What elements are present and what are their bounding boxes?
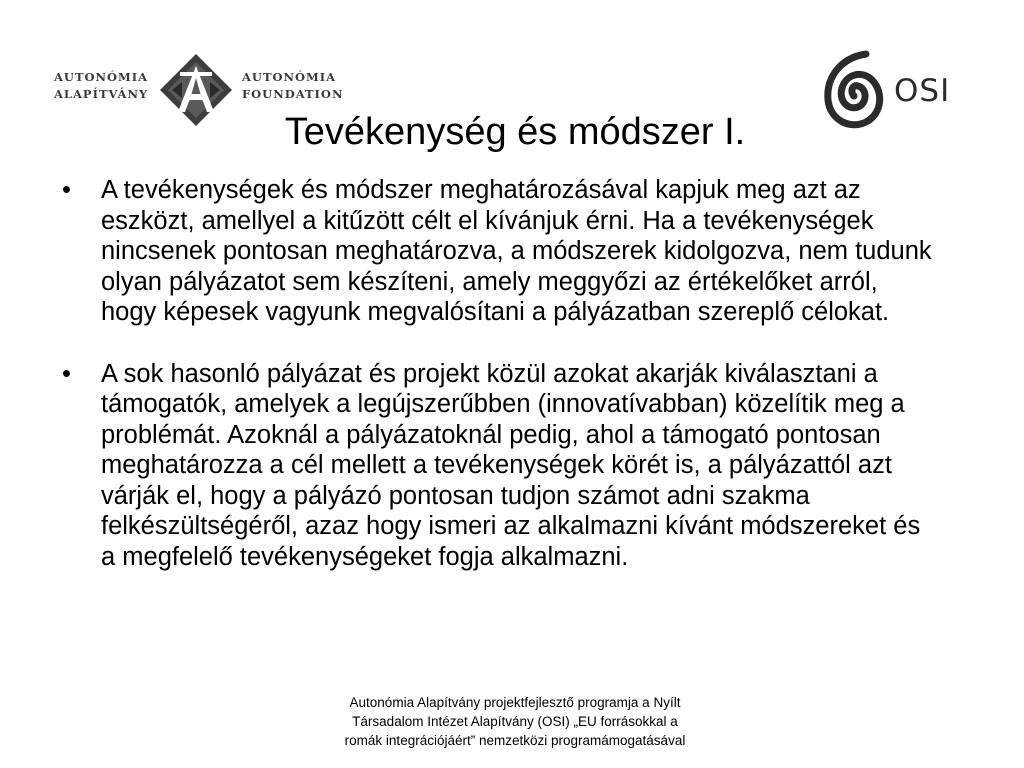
- footer-note: [290, 693, 740, 750]
- bullet-item: [60, 359, 940, 573]
- footer-line: romák integrációjáért” nemzetközi programámogatásával: [344, 733, 686, 748]
- autonomia-logo-line: AUTONÓMIA: [242, 70, 337, 84]
- autonomia-logo-text-en: [242, 69, 343, 103]
- osi-wordmark: OSI: [894, 73, 951, 109]
- autonomia-logo-line: AUTONÓMIA: [54, 70, 149, 84]
- autonomia-logo-line: ALAPÍTVÁNY: [54, 87, 149, 101]
- bullet-text: A tevékenységek és módszer meghatározásával kapjuk meg azt az eszközt, amellyel a kitűzött célt el kívánjuk érni. Ha a tevékenységek nincsenek pontosan meghatározva, a módszerek kidolgozva, nem tudunk olyan pályázatot sem készíteni, amely meggyőzi az értékelőket arról, hogy képesek vagyunk megvalósítani a pályázatban szereplő célokat.: [101, 176, 932, 326]
- footer-line: Társadalom Intézet Alapítvány (OSI) „EU forrásokkal a: [352, 714, 678, 729]
- footer-line: Autonómia Alapítvány projektfejlesztő programja a Nyílt: [349, 695, 681, 710]
- bullet-list: [60, 175, 940, 603]
- slide-title: Tevékenység és módszer I.: [284, 111, 746, 153]
- bullet-dot-icon: •: [62, 176, 71, 204]
- autonomia-logo-text-hu: [54, 69, 148, 103]
- bullet-text: A sok hasonló pályázat és projekt közül azokat akarják kiválasztani a támogatók, amelyek a legújszerűbben (innovatívabban) közelítik meg a problémát. Azoknál a pályázatoknál pedig, ahol a támogató pontosan meghatározza a cél mellett a tevékenységek körét is, a pályázattól azt várják el, hogy a pályázó pontosan tudjon számot adni szakma felkészültségéről, azaz hogy ismeri az alkalmazni kívánt módszereket és a megfelelő tevékenységeket fogja alkalmazni.: [101, 359, 921, 571]
- bullet-item: [60, 175, 940, 328]
- bullet-dot-icon: •: [62, 359, 71, 388]
- autonomia-logo-line: FOUNDATION: [242, 87, 344, 101]
